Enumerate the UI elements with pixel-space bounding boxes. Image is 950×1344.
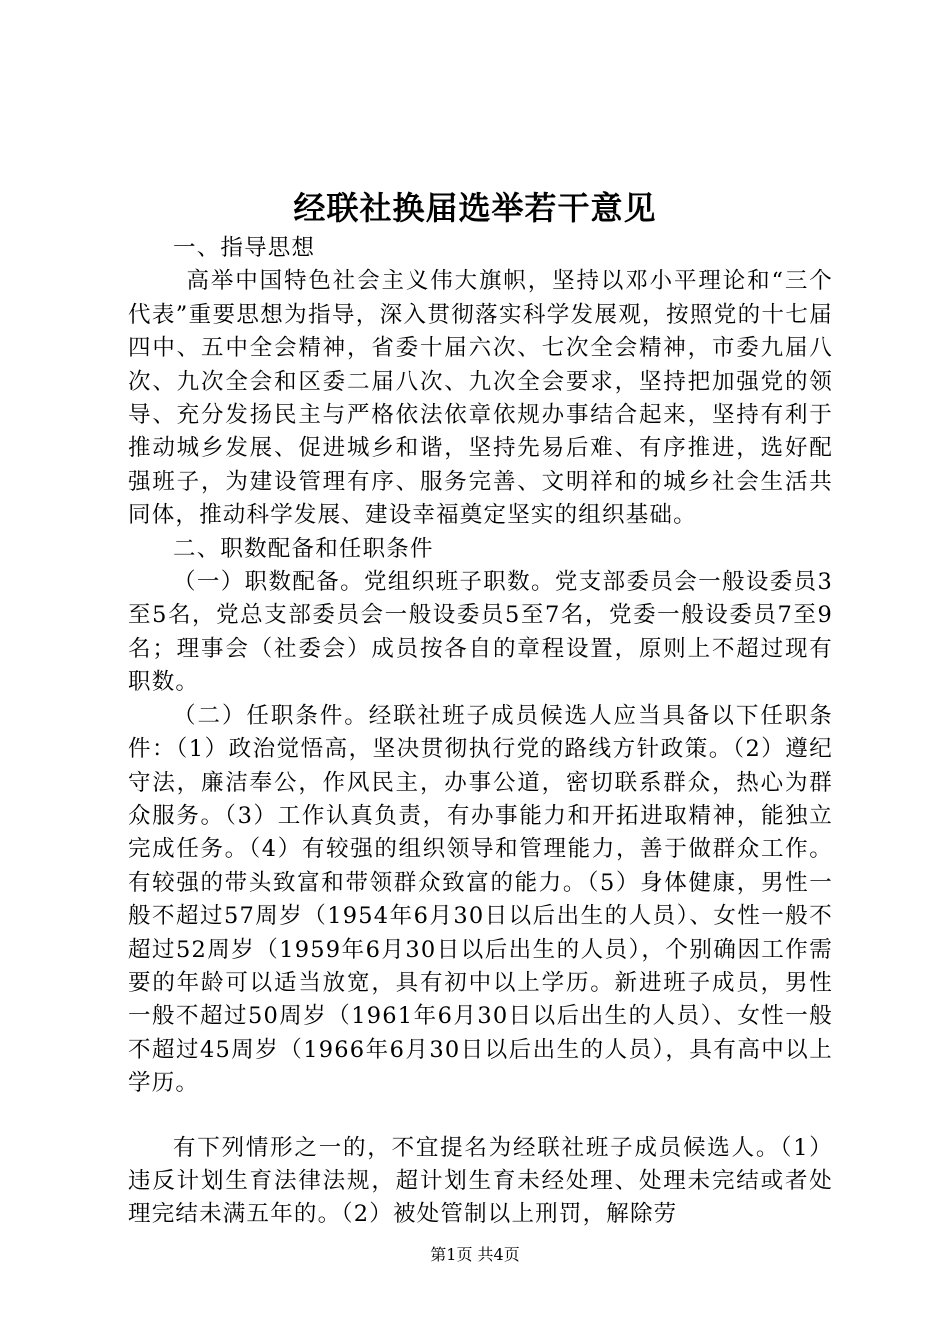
paragraph-guiding-thought: 高举中国特色社会主义伟大旗帜，坚持以邓小平理论和“三个代表”重要思想为指导，深入贯彻落实科学发展观，按照党的十七届四中、五中全会精神，省委十届六次、七次全会精神，市委九届八次、九次全会和区委二届八次、九次全会要求，坚持把加强党的领导、充分发扬民主与严格依法依章依规办事结合起来，坚持有利于推动城乡发展、促进城乡和谐，坚持先易后难、有序推进，选好配强班子，为建设管理有序、服务完善、文明祥和的城乡社会生活共同体，推动科学发展、建设幸福奠定坚实的组织基础。	[128, 268, 833, 529]
document-body	[128, 232, 833, 1232]
paragraph-position-allocation: （一）职数配备。党组织班子职数。党支部委员会一般设委员3至5名，党总支部委员会一般设委员5至7名，党委一般设委员7至9名；理事会（社委会）成员按各自的章程设置，原则上不超过现有职数。	[128, 569, 833, 696]
paragraph-disqualifications: 有下列情形之一的，不宜提名为经联社班子成员候选人。（1）违反计划生育法律法规，超计划生育未经处理、处理未完结或者处理完结未满五年的。（2）被处管制以上刑罚，解除劳	[128, 1134, 833, 1228]
paragraph-qualifications: （二）任职条件。经联社班子成员候选人应当具备以下任职条件：（1）政治觉悟高，坚决贯彻执行党的路线方针政策。（2）遵纪守法，廉洁奉公，作风民主，办事公道，密切联系群众，热心为群众服务。（3）工作认真负责，有办事能力和开拓进取精神，能独立完成任务。（4）有较强的组织领导和管理能力，善于做群众工作。有较强的带头致富和带领群众致富的能力。（5）身体健康，男性一般不超过57周岁（1954年6月30日以后出生的人员）、女性一般不超过52周岁（1959年6月30日以后出生的人员），个别确因工作需要的年龄可以适当放宽，具有初中以上学历。新进班子成员，男性一般不超过50周岁（1961年6月30日以后出生的人员）、女性一般不超过45周岁（1966年6月30日以后出生的人员），具有高中以上学历。	[128, 702, 833, 1097]
section-heading-positions: 二、职数配备和任职条件	[173, 535, 434, 562]
section-heading-guiding-thought: 一、指导思想	[173, 235, 316, 261]
document-title: 经联社换届选举若干意见	[293, 189, 657, 227]
page-number: 第1页 共4页	[430, 1245, 520, 1264]
